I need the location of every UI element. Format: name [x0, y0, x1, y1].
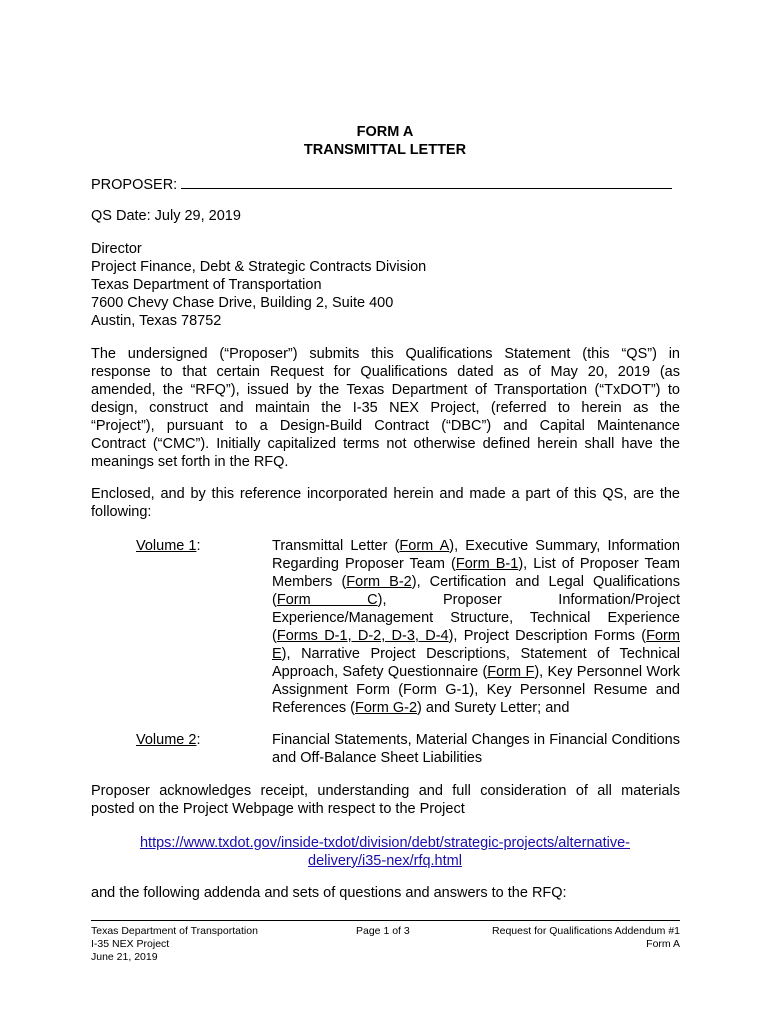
volume-1-label: Volume 1:: [136, 538, 201, 554]
form-subtitle: TRANSMITTAL LETTER: [303, 142, 467, 158]
footer-divider: [91, 920, 680, 921]
enclosed-paragraph: [91, 485, 680, 521]
paragraph-line: response to that certain Request for Qualifications dated as of May 20, 2019 (as: [91, 364, 680, 380]
address-line: Project Finance, Debt & Strategic Contracts Division: [91, 259, 427, 275]
form-title: FORM A: [356, 124, 414, 140]
form-reference: Forms D-1, D-2, D-3, D-4: [276, 628, 449, 644]
acknowledgement-paragraph: [91, 782, 680, 818]
form-reference: Form A: [399, 538, 450, 554]
proposer-label: PROPOSER:: [91, 177, 178, 193]
form-reference: Form F: [487, 664, 535, 680]
paragraph-line: The undersigned (“Proposer”) submits this Qualifications Statement (this “QS”) in: [91, 346, 680, 362]
form-reference: Form C: [276, 592, 378, 608]
address-block: [91, 240, 680, 330]
address-line: 7600 Chevy Chase Drive, Building 2, Suite 400: [91, 295, 394, 311]
paragraph-line: design, construct and maintain the I-35 NEX Project, (referred to herein as the: [91, 400, 680, 416]
volume-2-description: Financial Statements, Material Changes in Financial Conditions and Off-Balance Sheet Liabilities: [272, 732, 680, 766]
address-line: Director: [91, 241, 142, 257]
addenda-paragraph: and the following addenda and sets of questions and answers to the RFQ:: [91, 885, 567, 901]
qs-date: QS Date: July 29, 2019: [91, 208, 241, 224]
volume-2-label: Volume 2:: [136, 732, 201, 748]
volume-1-description: Transmittal Letter (Form A), Executive Summary, Information Regarding Proposer Team (Form B-1), List of Proposer Team Members (Form B-2), Certification and Legal Qualifications (Form C), Proposer Information/Project Experience/Management Structure, Technical Experience (Forms D-1, D-2, D-3, D-4), Project Description Forms (Form E), Narrative Project Descriptions, Statement of Technical Approach, Safety Questionnaire (Form F), Key Personnel Work Assignment Form (Form G-1), Key Personnel Resume and References (Form G-2) and Surety Letter; and: [272, 538, 680, 716]
paragraph-line: Enclosed, and by this reference incorporated herein and made a part of this QS, are the: [91, 486, 680, 502]
footer-left: Texas Department of Transportation I-35 NEX Project June 21, 2019: [91, 925, 258, 963]
form-reference: Form E: [272, 628, 680, 662]
paragraph-line: “Project”), pursuant to a Design-Build Contract (“DBC”) and Capital Maintenance: [91, 418, 680, 434]
proposer-blank-line: [181, 174, 672, 189]
footer-page-number: Page 1 of 3: [356, 925, 410, 937]
form-reference: Form B-1: [455, 556, 519, 572]
paragraph-line: meanings set forth in the RFQ.: [91, 454, 289, 470]
proposer-row: [91, 174, 680, 194]
form-reference: Form B-2: [346, 574, 412, 590]
form-reference: Form G-2: [355, 700, 418, 716]
paragraph-line: Contract (“CMC”). Initially capitalized terms not otherwise defined herein shall have the: [91, 436, 680, 452]
intro-paragraph: [91, 345, 680, 471]
paragraph-line: amended, the “RFQ”), issued by the Texas Department of Transportation (“TxDOT”) to: [91, 382, 680, 398]
paragraph-line: Proposer acknowledges receipt, understanding and full consideration of all materials: [91, 783, 680, 799]
project-webpage-link[interactable]: https://www.txdot.gov/inside-txdot/division/debt/strategic-projects/alternative- delivery/i35-nex/rfq.html: [139, 835, 630, 869]
address-line: Austin, Texas 78752: [91, 313, 222, 329]
footer-right: Request for Qualifications Addendum #1 Form A: [492, 925, 680, 950]
paragraph-line: following:: [91, 504, 152, 520]
paragraph-line: posted on the Project Webpage with respect to the Project: [91, 801, 465, 817]
address-line: Texas Department of Transportation: [91, 277, 322, 293]
